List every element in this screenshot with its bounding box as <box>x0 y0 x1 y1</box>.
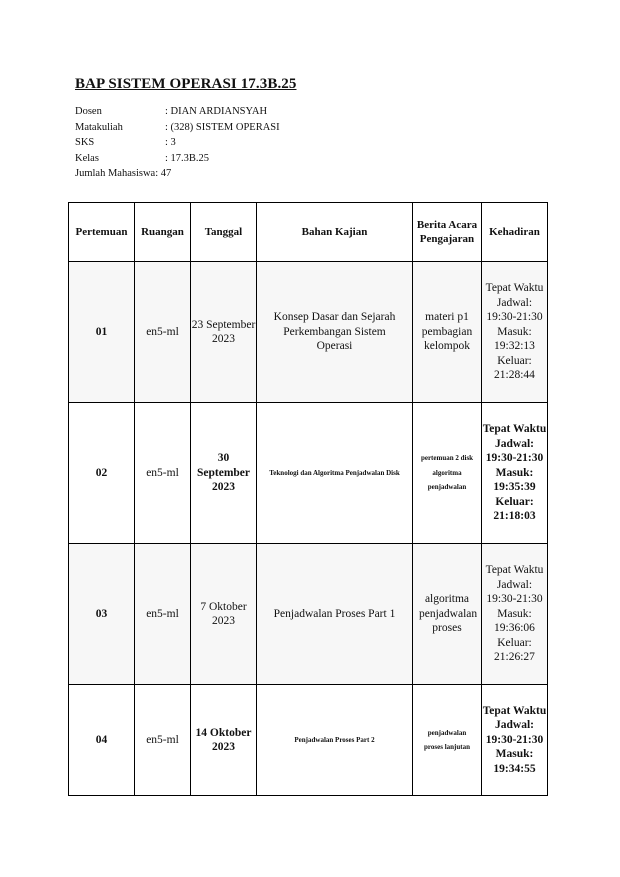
kehadiran-status: Tepat Waktu <box>482 704 547 717</box>
cell-berita-acara: algoritma penjadwalan proses <box>413 544 482 685</box>
kehadiran-status: Tepat Waktu <box>482 423 547 436</box>
cell-pertemuan: 03 <box>69 544 135 685</box>
info-value: : 47 <box>155 168 172 179</box>
cell-pertemuan: 01 <box>69 262 135 403</box>
info-value: : 3 <box>165 137 176 148</box>
header-berita-acara: Berita Acara Pengajaran <box>413 203 482 262</box>
kehadiran-masuk: Masuk: 19:36:06 <box>494 607 535 635</box>
cell-kehadiran <box>482 403 548 544</box>
kehadiran-jadwal: Jadwal: 19:30-21:30 <box>485 437 544 465</box>
course-info <box>75 104 280 182</box>
cell-ruangan: en5-ml <box>135 403 191 544</box>
info-row-kelas <box>75 151 280 167</box>
kehadiran-jadwal: Jadwal: 19:30-21:30 <box>486 296 543 324</box>
table-row <box>69 544 548 685</box>
info-row-jumlah-mahasiswa <box>75 166 280 182</box>
cell-kehadiran <box>482 544 548 685</box>
cell-ruangan: en5-ml <box>135 262 191 403</box>
info-label: SKS <box>75 137 95 148</box>
header-tanggal: Tanggal <box>191 203 257 262</box>
cell-tanggal: 7 Oktober 2023 <box>191 544 257 685</box>
cell-kehadiran <box>482 685 548 796</box>
info-value: : DIAN ARDIANSYAH <box>165 106 268 117</box>
info-row-dosen <box>75 104 280 120</box>
cell-kehadiran <box>482 262 548 403</box>
table-row <box>69 403 548 544</box>
cell-tanggal: 30 September 2023 <box>191 403 257 544</box>
kehadiran-masuk: Masuk: 19:32:13 <box>494 325 535 353</box>
kehadiran-keluar: Keluar: 21:28:44 <box>494 354 535 382</box>
header-bahan-kajian: Bahan Kajian <box>257 203 413 262</box>
info-value: : 17.3B.25 <box>165 152 210 164</box>
document-title: BAP SISTEM OPERASI 17.3B.25 <box>75 76 297 92</box>
cell-ruangan: en5-ml <box>135 685 191 796</box>
kehadiran-masuk: Masuk: 19:34:55 <box>493 748 536 775</box>
cell-tanggal: 23 September 2023 <box>191 262 257 403</box>
kehadiran-jadwal: Jadwal: 19:30-21:30 <box>486 578 543 606</box>
info-label: Jumlah Mahasiswa <box>75 168 156 179</box>
cell-berita-acara: pertemuan 2 disk algoritma penjadwalan <box>413 403 482 544</box>
kehadiran-jadwal: Jadwal: 19:30-21:30 <box>485 719 544 746</box>
kehadiran-status: Tepat Waktu <box>485 564 544 577</box>
cell-bahan-kajian: Penjadwalan Proses Part 2 <box>257 685 413 796</box>
cell-berita-acara: materi p1 pembagian kelompok <box>413 262 482 403</box>
info-label: Matakuliah <box>75 121 123 133</box>
kehadiran-masuk: Masuk: 19:35:39 <box>493 466 536 494</box>
cell-berita-acara: penjadwalan proses lanjutan <box>413 685 482 796</box>
info-label: Kelas <box>75 152 99 164</box>
info-row-sks <box>75 135 280 151</box>
header-kehadiran: Kehadiran <box>482 203 548 262</box>
cell-ruangan: en5-ml <box>135 544 191 685</box>
kehadiran-status: Tepat Waktu <box>485 282 544 295</box>
info-row-matakuliah <box>75 120 280 136</box>
header-pertemuan: Pertemuan <box>69 203 135 262</box>
header-ruangan: Ruangan <box>135 203 191 262</box>
cell-bahan-kajian: Konsep Dasar dan Sejarah Perkembangan Sistem Operasi <box>257 262 413 403</box>
table-row <box>69 262 548 403</box>
info-label: Dosen <box>75 106 102 117</box>
kehadiran-keluar: Keluar: 21:18:03 <box>493 495 536 523</box>
cell-bahan-kajian: Penjadwalan Proses Part 1 <box>257 544 413 685</box>
cell-bahan-kajian: Teknologi dan Algoritma Penjadwalan Disk <box>257 403 413 544</box>
kehadiran-keluar: Keluar: 21:26:27 <box>494 636 535 664</box>
bap-table <box>68 202 548 796</box>
table-row <box>69 685 548 796</box>
info-value: : (328) SISTEM OPERASI <box>165 121 280 133</box>
table-header-row <box>69 203 548 262</box>
cell-tanggal: 14 Oktober 2023 <box>191 685 257 796</box>
cell-pertemuan: 02 <box>69 403 135 544</box>
cell-pertemuan: 04 <box>69 685 135 796</box>
